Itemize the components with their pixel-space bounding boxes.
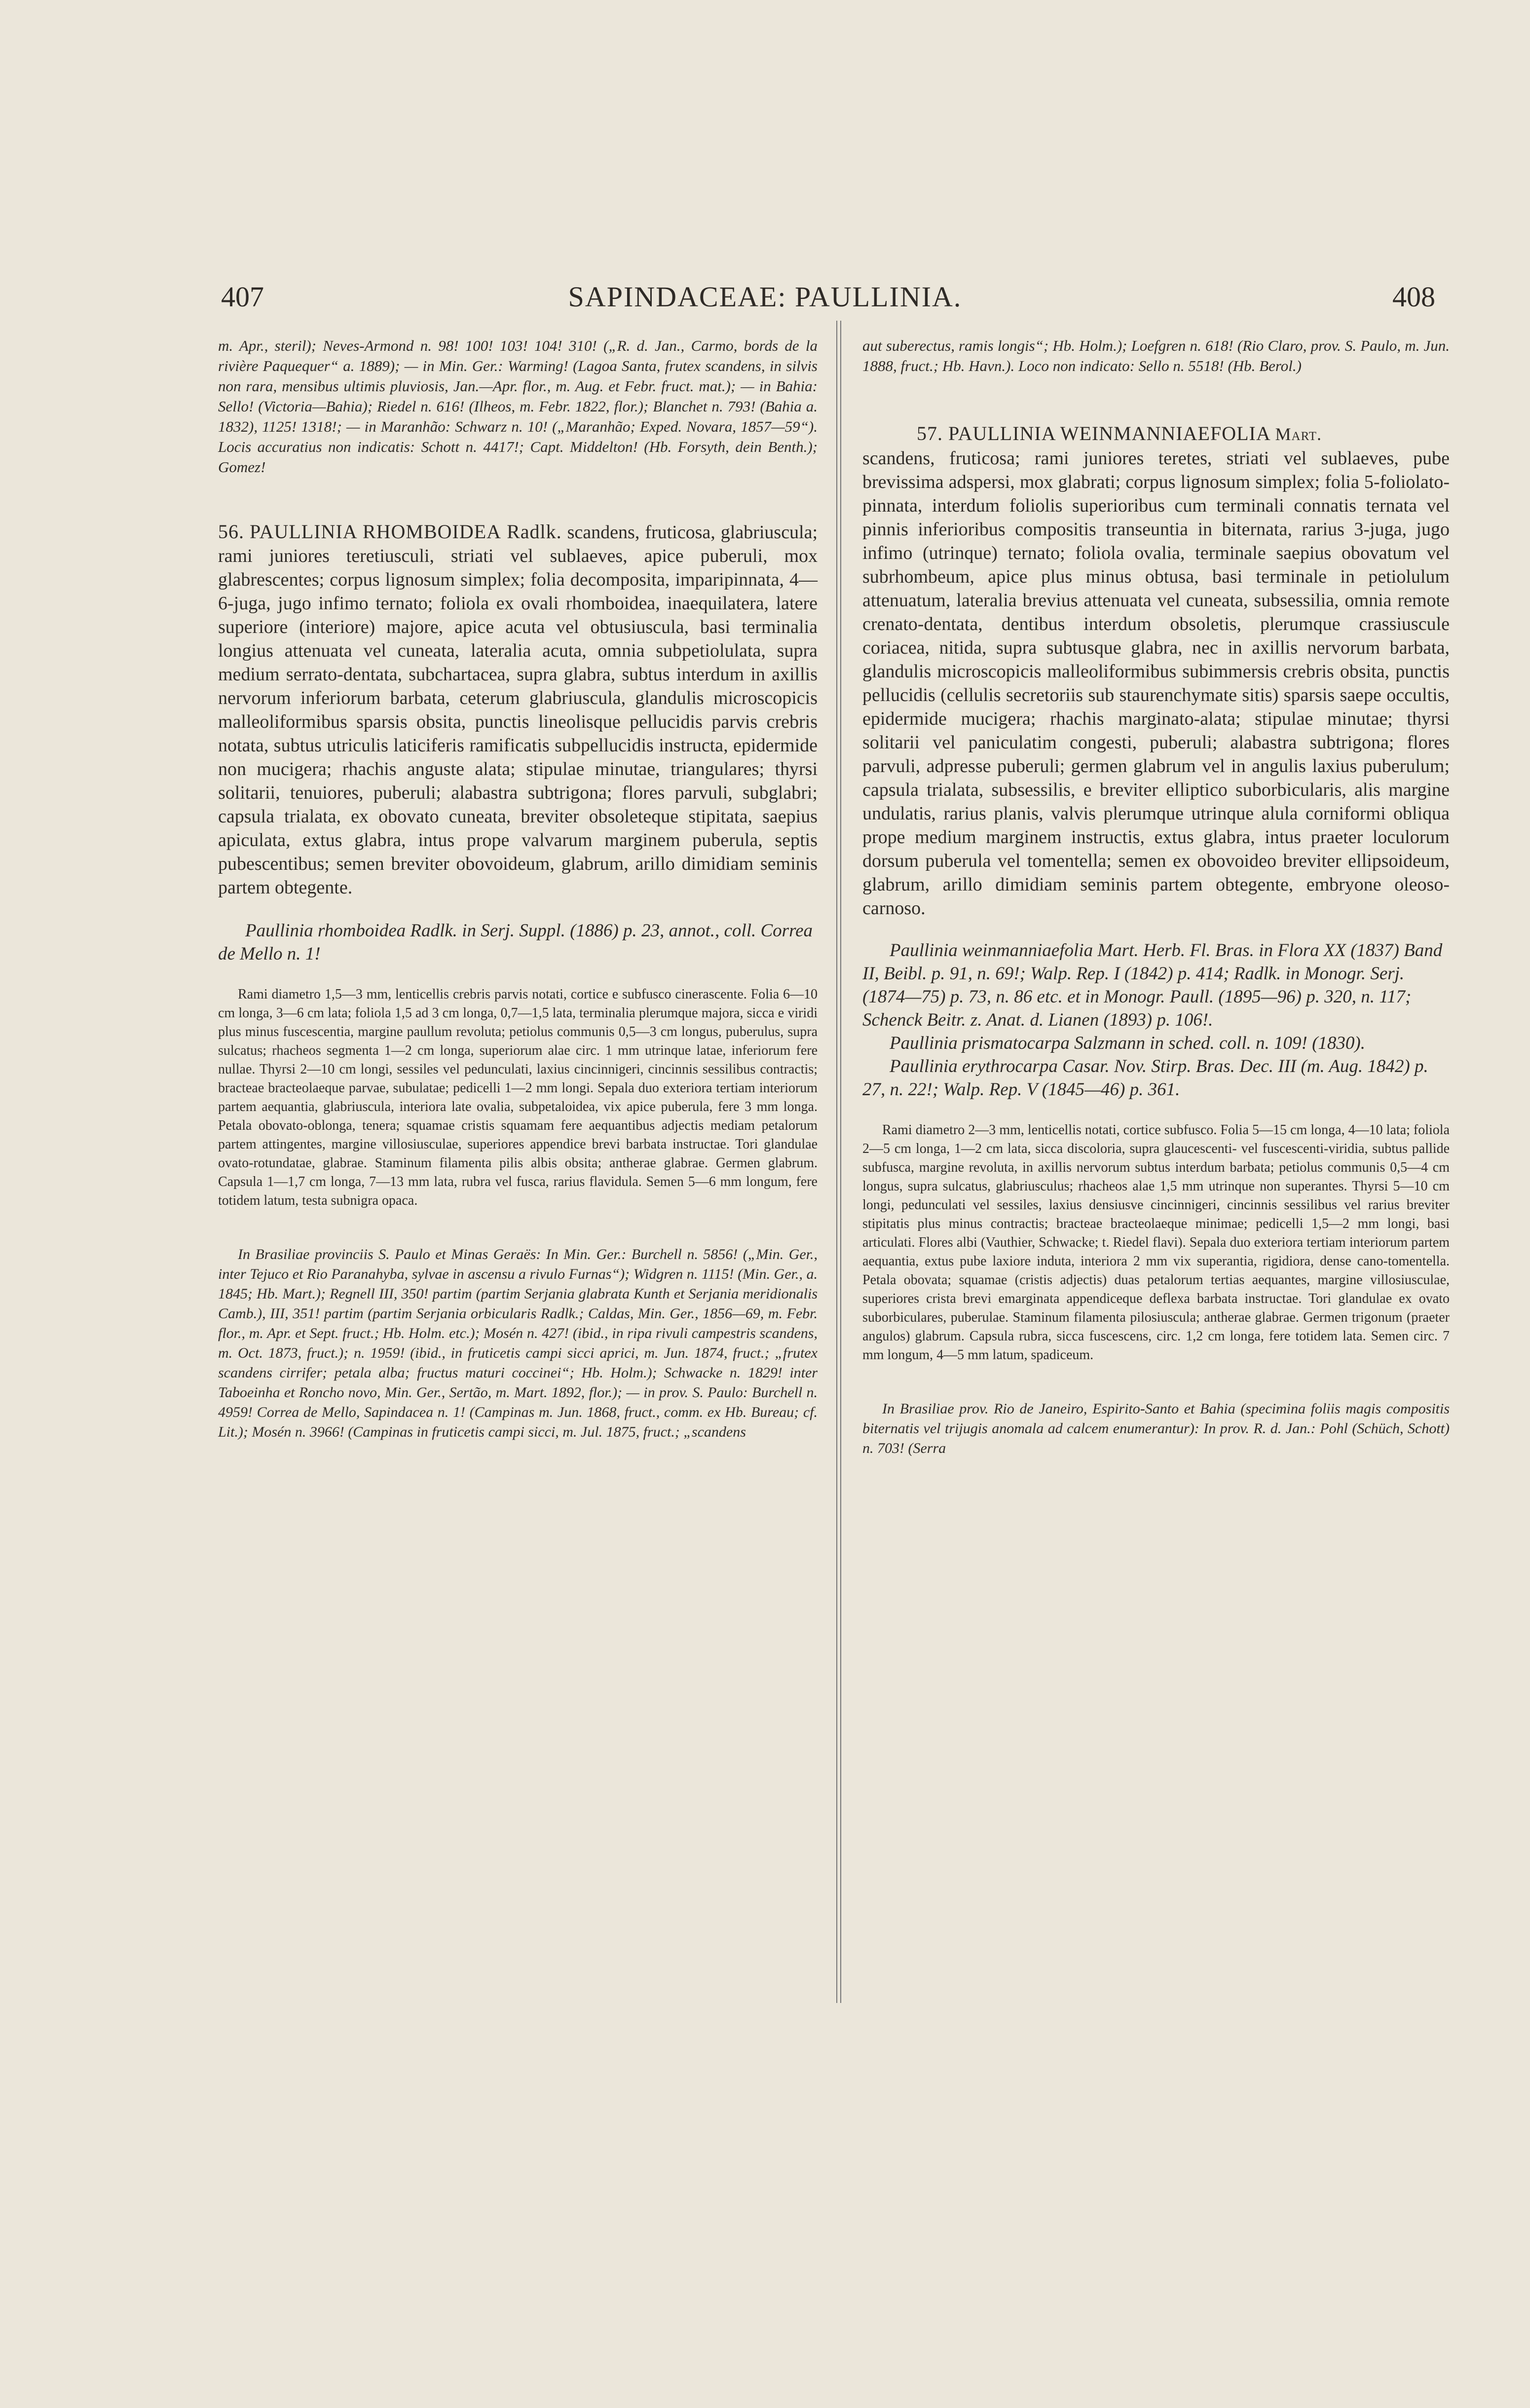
diagnosis-text: scandens, fruticosa, glabriuscula; rami juniores teretiusculi, striati vel sublaeves, apice puberuli, mox glabrescentes; corpus lignosum simplex; folia decomposita, imparipinnata, 4—6-juga, jugo infimo ternato; foliola ex ovali rhomboidea, inaequilatera, latere superiore (interiore) majore, apice acuta vel obtusiuscula, basi terminalia longius attenuata vel cuneata, lateralia acuta, omnia subpetiolulata, supra medium serrato-dentata, subchartacea, supra glabra, subtus interdum in axillis nervorum inferiorum barbata, ceterum glabriuscula, glandulis microscopicis malleoliformibus sparsis obsita, punctis lineolisque pellucidis parvis crebris notata, subtus utriculis laticiferis ramificatis subpellucidis instructa, epidermide non mucigera; rhachis anguste alata; stipulae minutae, triangulares; thyrsi solitarii, tenuiores, puberuli; alabastra subtrigona; flores parvuli, subglabri; capsula trialata, ex obovato cuneata, breviter obsoleteque stipitata, saepius apiculata, extus glabra, intus prope valvarum marginem puberula, septis pubescentibus; semen breviter obovoideum, glabrum, arillo dimidiam seminis partem obtegente. (218, 522, 818, 898)
right-column (862, 335, 1450, 1458)
column-rule (836, 321, 837, 2003)
species-number: 57. (917, 422, 943, 445)
morphology-description: Rami diametro 1,5—3 mm, lenticellis crebris parvis notati, cortice e subfusco cinerascente. Folia 6—10 cm longa, 3—6 cm lata; foliola 1,5 ad 3 cm longa, 0,7—1,5 lata, terminalia plerumque majora, sicca e viridi plus minus fuscescentia, margine paullum revoluta; petiolus communis 0,5—3 cm longus, puberulus, supra sulcatus; rhacheos segmenta 1—2 cm longa, superiorum alae circ. 1 mm utrinque latae, inferiorum fere nullae. Thyrsi 2—10 cm longi, sessiles vel pedunculati, laxius cincinnigeri, cincinnis sessilibus contractis; bracteae bracteolaeque parvae, subulatae; pedicelli 1—2 mm longi. Sepala duo exteriora tertiam interiorum partem aequantia, glabriuscula, interiora late ovalia, subpetaloidea, vix apice puberula, fere 3 mm longa. Petala obovato-oblonga, tenera; squamae cristis squamam fere aequantibus adjectis mediam petalorum partem attingentes, margine villosiusculae, superiores appendice brevi barbata instructae. Tori glandulae ovato-rotundatae, glabrae. Staminum filamenta pilis albis obsita; antherae glabrae. Germen glabrum. Capsula 1—1,7 cm longa, 7—13 mm lata, rubra vel fusca, rarius flavidula. Semen 5—6 mm longum, fere totidem latum, testa subnigra opaca. (218, 987, 818, 1208)
left-column (218, 335, 818, 1442)
locality-paragraph: aut suberectus, ramis longis“; Hb. Holm.); Loefgren n. 618! (Rio Claro, prov. S. Paulo, m. Jun. 1888, fruct.; Hb. Havn.). Loco non indicato: Sello n. 5518! (Hb. Berol.) (862, 337, 1450, 374)
distribution: In Brasiliae provinciis S. Paulo et Minas Geraës: In Min. Ger.: Burchell n. 5856! („Min. Ger., inter Tejuco et Rio Paranahyba, sylvae in ascensu a rivulo Furnas“); Widgren n. 1115! (Min. Ger., a. 1845; Hb. Mart.); Regnell III, 350! partim (partim Serjania glabrata Kunth et Serjania meridionalis Camb.), III, 351! partim (partim Serjania orbicularis Radlk.; Caldas, Min. Ger., 1856—69, m. Febr. flor., m. Apr. et Sept. fruct.; Hb. Holm. etc.); Mosén n. 427! (ibid., in ripa rivuli campestris scandens, m. Oct. 1873, fruct.); n. 1959! (ibid., in fruticetis campi sicci aprici, m. Jun. 1874, fruct.; „frutex scandens cirrifer; petala alba; fructus maturi coccinei“; Hb. Holm.); Schwacke n. 1829! inter Taboeinha et Roncho novo, Min. Ger., Sertão, m. Mart. 1892, flor.); — in prov. S. Paulo: Burchell n. 4959! Correa de Mello, Sapindacea n. 1! (Campinas m. Jun. 1868, fruct., comm. ex Hb. Bureau; cf. Lit.); Mosén n. 3966! (Campinas in fruticetis campi sicci, m. Jul. 1875, fruct.; „scandens (218, 1246, 818, 1440)
page-number-left: 407 (221, 281, 264, 313)
diagnosis-text: scandens, fruticosa; rami juniores teretes, striati vel sublaeves, pube brevissima adspersi, mox glabrati; corpus lignosum simplex; folia 5-foliolato-pinnata, interdum foliolis superioribus cum terminali connatis ternata vel pinnis inferioribus compositis transeuntia in biternata, rarius 3-juga, jugo infimo (utrinque) ternato; foliola ovalia, terminale saepius obovatum vel subrhombeum, apice plus minus obtusa, basi terminale in petiolulum attenuatum, lateralia brevius attenuata vel cuneata, subsessilia, omnia remote crenato-dentata, dentibus interdum obsoletis, plerumque crassiuscule coriacea, nitida, supra subtusque glabra, nec in axillis nervorum barbata, glandulis microscopicis malleoliformibus subimmersis crebris obsita, punctis pellucidis (cellulis secretoriis sub staurenchymate sitis) sparsis saepe occultis, epidermide mucigera; rhachis marginato-alata; stipulae minutae; thyrsi solitarii vel paniculatim congesti, puberuli; alabastra subtrigona; flores parvuli, adpresse puberuli; germen glabrum vel in angulis laxius puberulum; capsula trialata, subsessilis, e breviter elliptico suborbicularis, alis margine undulatis, rarius planis, valvis plerumque utrinque alula corniformi obliqua prope medium marginem instructis, extus glabra, intus praeter loculorum dorsum puberula vel tomentella; semen ex obovoideo breviter ellipsoideum, glabrum, arillo dimidiam seminis partem obtegente, embryone oleoso-carnoso. (862, 448, 1450, 919)
running-title: SAPINDACEAE: PAULLINIA. (568, 281, 962, 313)
synonym-3: Paullinia erythrocarpa Casar. Nov. Stirp. Bras. Dec. III (m. Aug. 1842) p. 27, n. 22!; Walp. Rep. V (1845—46) p. 361. (862, 1056, 1428, 1100)
page-number-right: 408 (1392, 281, 1435, 313)
species-name: PAULLINIA RHOMBOIDEA (250, 520, 502, 543)
species-56-description (218, 519, 818, 899)
synonym-1: Paullinia weinmanniaefolia Mart. Herb. Fl. Bras. in Flora XX (1837) Band II, Beibl. p. 91, n. 69!; Walp. Rep. I (1842) p. 414; Radlk. in Monogr. Serj. (1874—75) p. 73, n. 86 etc. et in Monogr. Paull. (1895—96) p. 320, n. 117; Schenck Beitr. z. Anat. d. Lianen (1893) p. 106!. (862, 940, 1443, 1030)
morphology-description: Rami diametro 2—3 mm, lenticellis notati, cortice subfusco. Folia 5—15 cm longa, 4—10 lata; foliola 2—5 cm longa, 1—2 cm lata, sicca discoloria, supra glaucescenti- vel fuscescenti-viridia, subtus pallide subfusca, margine revoluta, in axillis nervorum subtus interdum barbata; petiolus communis 0,5—4 cm longus, supra sulcatus, glabriusculus; rhacheos alae 1,5 mm utrinque non superantes. Thyrsi 5—10 cm longi, pedunculati vel sessiles, laxius densiusve cincinnigeri, cincinnis sessilibus vel rarius breviter stipitatis plus minus contractis; bracteae bracteolaeque minimae; pedicelli 1,5—2 mm longi, basi articulati. Flores albi (Vauthier, Schwacke; t. Riedel flavi). Sepala duo exteriora tertiam interiorum partem aequantia, extus pube laxiore induta, interiora 2 mm vix superantia, rigidiora, dense cano-tomentella. Petala obovata; squamae (cristis adjectis) duas petalorum tertias aequantes, margine villosiusculae, superiores crista brevi emarginata appendiceque deflexa barbata instructae. Tori glandulae ex ovato suborbiculares, puberulae. Staminum filamenta pilosiuscula; antherae glabrae. Germen trigonum (praeter angulos) glabrum. Capsula rubra, sicca fuscescens, circ. 1,2 cm longa, fere totidem lata. Semen circ. 7 mm longum, 4—5 mm latum, spadiceum. (862, 1122, 1450, 1363)
species-author: Mart. (1275, 424, 1322, 444)
locality-paragraph: m. Apr., steril); Neves-Armond n. 98! 100! 103! 104! 310! („R. d. Jan., Carmo, bords de la rivière Paquequer“ a. 1889); — in Min. Ger.: Warming! (Lagoa Santa, frutex scandens, in silvis non rara, mensibus ultimis pluviosis, Jan.—Apr. flor., m. Aug. et Febr. fruct. mat.); — in Bahia: Sello! (Victoria—Bahia); Riedel n. 616! (Ilheos, m. Febr. 1822, flor.); Blanchet n. 793! (Bahia a. 1832), 1125! 1318!; — in Maranhão: Schwarz n. 10! („Maranhão; Exped. Novara, 1857—59“). Locis accuratius non indicatis: Schott n. 4417!; Capt. Middelton! (Hb. Forsyth, dein Benth.); Gomez! (218, 337, 818, 476)
species-author: Radlk. (507, 520, 562, 543)
species-number: 56. (218, 520, 244, 543)
running-header (0, 276, 1530, 321)
species-57-heading (862, 421, 1450, 446)
column-rule-double (840, 321, 841, 2003)
species-name: PAULLINIA WEINMANNIAEFOLIA (948, 422, 1270, 445)
distribution: In Brasiliae prov. Rio de Janeiro, Espirito-Santo et Bahia (specimina foliis magis compositis biternatis vel trijugis anomala ad calcem enumerantur): In prov. R. d. Jan.: Pohl (Schüch, Schott) n. 703! (Serra (862, 1401, 1450, 1456)
synonym-2: Paullinia prismatocarpa Salzmann in sched. coll. n. 109! (1830). (890, 1033, 1365, 1053)
synonym: Paullinia rhomboidea Radlk. in Serj. Suppl. (1886) p. 23, annot., coll. Correa de Mello n. 1! (218, 921, 813, 964)
